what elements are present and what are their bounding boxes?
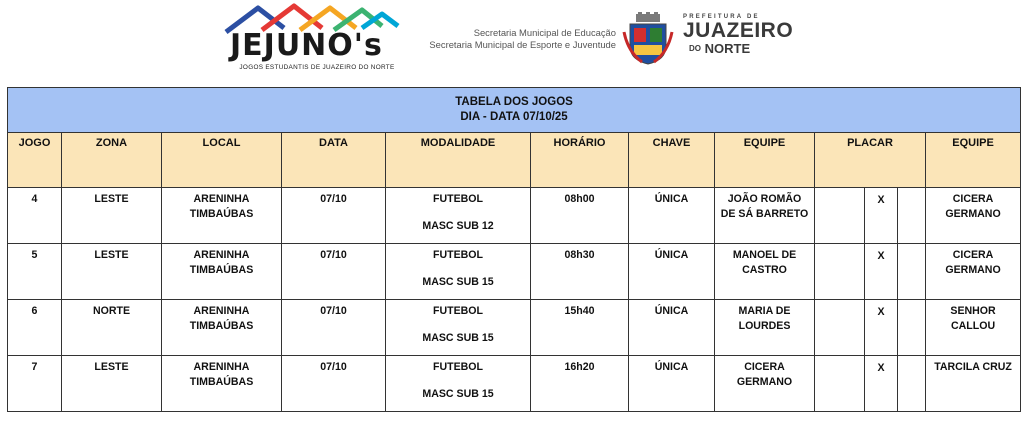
prefeitura-norte (683, 42, 793, 56)
equipe-line: DE SÁ BARRETO (720, 208, 809, 220)
cell-placar-score-1 (815, 244, 865, 300)
cell-jogo: 5 (8, 244, 62, 300)
cell-zona: LESTE (62, 356, 162, 412)
local-line: ARENINHA (193, 249, 250, 261)
prefeitura-small: PREFEITURA DE (683, 14, 760, 20)
modalidade-sport: FUTEBOL (432, 305, 484, 317)
cell-placar-score-1 (815, 300, 865, 356)
modalidade-category: MASC SUB 15 (422, 388, 494, 400)
prefeitura-big: JUAZEIRO (683, 19, 794, 42)
equipe-line: GERMANO (736, 376, 793, 388)
equipe-line: MARIA DE (738, 305, 791, 317)
equipe-line: GERMANO (945, 208, 1001, 220)
secretaria-block (420, 27, 616, 51)
modalidade-sport: FUTEBOL (432, 249, 484, 261)
col-header-jogo: JOGO (8, 133, 62, 188)
cell-chave: ÚNICA (629, 356, 715, 412)
modalidade-category: MASC SUB 15 (422, 276, 494, 288)
cell-equipe-2 (926, 300, 1021, 356)
col-header-modalidade: MODALIDADE (386, 133, 531, 188)
cell-placar-x: X (865, 244, 898, 300)
secretaria-line-1: Secretaria Municipal de Educação (473, 27, 616, 38)
cell-local (162, 356, 282, 412)
col-header-local: LOCAL (162, 133, 282, 188)
prefeitura-logo (683, 14, 793, 56)
local-line: ARENINHA (193, 193, 250, 205)
cell-equipe-2 (926, 356, 1021, 412)
cell-placar-x: X (865, 356, 898, 412)
table-title: TABELA DOS JOGOS (455, 96, 573, 108)
cell-placar-score-2 (898, 188, 926, 244)
local-line: TIMBAÚBAS (189, 320, 254, 332)
cell-data: 07/10 (282, 356, 386, 412)
local-line: TIMBAÚBAS (189, 376, 254, 388)
col-header-chave: CHAVE (629, 133, 715, 188)
cell-data: 07/10 (282, 188, 386, 244)
cell-equipe-1 (715, 300, 815, 356)
cell-chave: ÚNICA (629, 188, 715, 244)
equipe-line: GERMANO (945, 264, 1001, 276)
cell-equipe-1 (715, 356, 815, 412)
equipe-line: JOÃO ROMÃO (727, 193, 802, 205)
cell-modalidade (386, 300, 531, 356)
jejunos-subtitle: JOGOS ESTUDANTIS DE JUAZEIRO DO NORTE (239, 64, 395, 71)
local-line: TIMBAÚBAS (189, 208, 254, 220)
prefeitura-norte-word: NORTE (704, 41, 751, 56)
cell-equipe-1 (715, 244, 815, 300)
table-row (8, 300, 1021, 356)
cell-modalidade (386, 188, 531, 244)
cell-equipe-1 (715, 188, 815, 244)
jejunos-word: JEJUNO's (230, 28, 383, 63)
modalidade-category: MASC SUB 15 (422, 332, 494, 344)
cell-zona: LESTE (62, 244, 162, 300)
cell-data: 07/10 (282, 244, 386, 300)
cell-horario: 16h20 (531, 356, 629, 412)
col-header-zona: ZONA (62, 133, 162, 188)
equipe-line: CICERA (744, 361, 785, 373)
equipe-line: TARCILA CRUZ (934, 361, 1012, 373)
equipe-line: CICERA (952, 193, 994, 205)
equipe-line: CALLOU (950, 320, 996, 332)
modalidade-sport: FUTEBOL (432, 361, 484, 373)
secretaria-line-2: Secretaria Municipal de Esporte e Juventude (429, 39, 616, 50)
equipe-line: CICERA (952, 249, 994, 261)
cell-horario: 15h40 (531, 300, 629, 356)
table-header-row (8, 133, 1021, 188)
page-header (0, 0, 1024, 80)
games-table (7, 87, 1021, 412)
col-header-data: DATA (282, 133, 386, 188)
jejunos-logo (222, 2, 402, 76)
cell-placar-score-2 (898, 356, 926, 412)
cell-modalidade (386, 244, 531, 300)
table-title-row (8, 88, 1021, 133)
cell-modalidade (386, 356, 531, 412)
cell-local (162, 300, 282, 356)
cell-equipe-2 (926, 188, 1021, 244)
table-row (8, 244, 1021, 300)
equipe-line: CASTRO (742, 264, 787, 276)
col-header-horario: HORÁRIO (531, 133, 629, 188)
table-subtitle: DIA - DATA 07/10/25 (460, 111, 568, 123)
modalidade-sport: FUTEBOL (432, 193, 484, 205)
cell-chave: ÚNICA (629, 300, 715, 356)
cell-placar-score-2 (898, 244, 926, 300)
cell-data: 07/10 (282, 300, 386, 356)
cell-zona: NORTE (62, 300, 162, 356)
equipe-line: SENHOR (950, 305, 996, 317)
cell-jogo: 4 (8, 188, 62, 244)
table-row (8, 188, 1021, 244)
cell-placar-x: X (865, 188, 898, 244)
prefeitura-do: DO (689, 44, 701, 53)
local-line: ARENINHA (193, 361, 250, 373)
table-row (8, 356, 1021, 412)
cell-placar-score-2 (898, 300, 926, 356)
col-header-equipe-2: EQUIPE (926, 133, 1021, 188)
equipe-line: MANOEL DE (732, 249, 797, 261)
local-line: TIMBAÚBAS (189, 264, 254, 276)
col-header-placar: PLACAR (815, 133, 926, 188)
city-coat-of-arms-icon (622, 12, 674, 66)
cell-jogo: 7 (8, 356, 62, 412)
modalidade-category: MASC SUB 12 (422, 220, 494, 232)
local-line: ARENINHA (193, 305, 250, 317)
cell-local (162, 244, 282, 300)
cell-local (162, 188, 282, 244)
cell-zona: LESTE (62, 188, 162, 244)
cell-placar-score-1 (815, 356, 865, 412)
cell-horario: 08h30 (531, 244, 629, 300)
equipe-line: LOURDES (738, 320, 791, 332)
cell-placar-x: X (865, 300, 898, 356)
cell-placar-score-1 (815, 188, 865, 244)
cell-horario: 08h00 (531, 188, 629, 244)
col-header-equipe-1: EQUIPE (715, 133, 815, 188)
cell-chave: ÚNICA (629, 244, 715, 300)
cell-jogo: 6 (8, 300, 62, 356)
table-title-cell (8, 88, 1021, 133)
cell-equipe-2 (926, 244, 1021, 300)
